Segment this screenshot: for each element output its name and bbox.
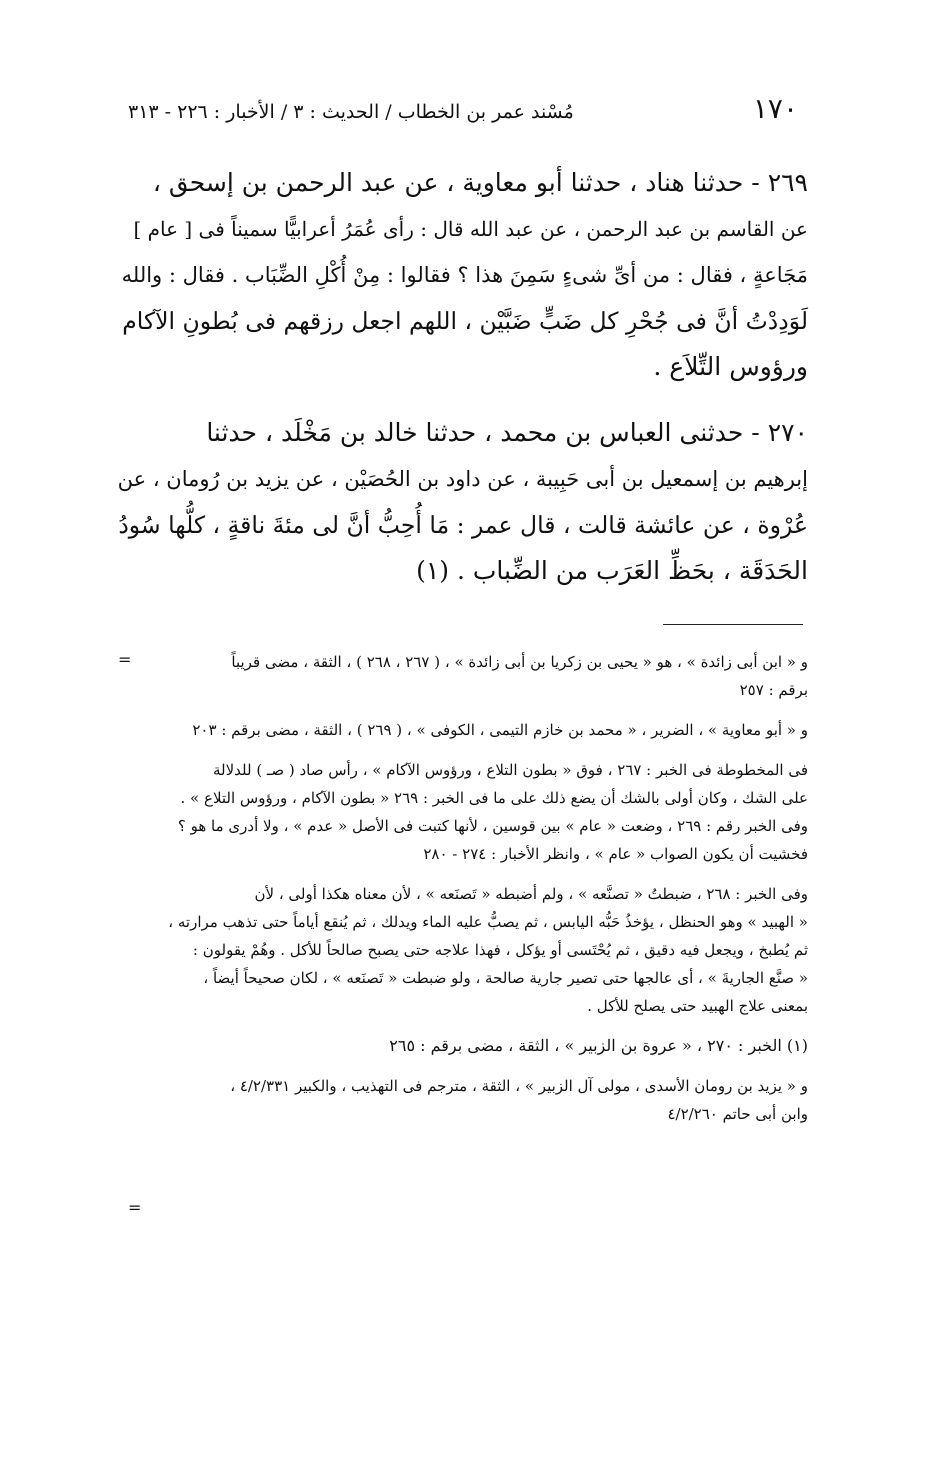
footnote-separator xyxy=(663,624,803,625)
hadith-line: عُرْوة ، عن عائشة قالت ، قال عمر : مَا أُحِبُّ أنَّ لى مئةَ ناقةٍ ، كلُّها سُودُ xyxy=(118,511,808,539)
end-marker: = xyxy=(128,1198,142,1217)
footnote-line: بمعنى علاج الهبيد حتى يصلح للأكل . xyxy=(587,997,808,1015)
hadith-270 xyxy=(118,410,808,594)
hadith-line: إبرهيم بن إسمعيل بن أبى حَبِيبة ، عن داود بن الحُصَيْن ، عن يزيد بن رُومان ، عن xyxy=(117,467,808,491)
footnote-line: « صنَّع الجاريةَ » ، أى عالجها حتى تصير جارية صالحة ، ولو ضبطت « تَصنَعه » ، لكان صحيحاً أيضاً ، xyxy=(203,969,808,987)
footnote-line: وابن أبى حاتم ٤/٢/٢٦٠ xyxy=(667,1105,808,1123)
hadith-line: لَوَدِدْتُ أنَّ فى جُحْرِ كل ضَبٍّ ضَبَّيْن ، اللهم اجعل رزقهم فى بُطونِ الآكام xyxy=(122,307,808,335)
hadith-line: ٢٦٩ - حدثنا هناد ، حدثنا أبو معاوية ، عن عبد الرحمن بن إسحق ، xyxy=(152,168,808,197)
footnote-line: على الشك ، وكان أولى بالشك أن يضع ذلك على ما فى الخبر : ٢٦٩ « بطون الآكام ، ورؤوس التلاع » . xyxy=(180,789,808,807)
main-text xyxy=(118,160,808,614)
footnote xyxy=(108,756,808,868)
continuation-marker: = xyxy=(118,650,132,669)
footnote-line: وفى الخبر رقم : ٢٦٩ ، وضعت « عام » بين قوسين ، لأنها كتبت فى الأصل « عدم » ، ولا أدرى ما هو ؟ xyxy=(177,817,808,835)
footnote-line: فخشيت أن يكون الصواب « عام » ، وانظر الأخبار : ٢٧٤ - ٢٨٠ xyxy=(423,845,808,863)
hadith-line: عن القاسم بن عبد الرحمن ، عن عبد الله قال : رأى عُمَرُ أعرابيًّا سميناً فى [ عام ] xyxy=(133,217,808,241)
footnote xyxy=(108,880,808,1020)
footnote-1 xyxy=(108,1032,808,1060)
footnote-line: ثم يُطبخ ، ويجعل فيه دقيق ، ثم يُحْتَسى أو يؤكل ، فهذا علاجه حتى يصبح صالحاً للأكل . وهُمْ يقولون : xyxy=(192,941,808,959)
footnote-line: برقم : ٢٥٧ xyxy=(739,681,808,699)
footnote-line: فى المخطوطة فى الخبر : ٢٦٧ ، فوق « بطون التلاع ، ورؤوس الآكام » ، رأس صاد ( صـ ) للدلالة xyxy=(212,761,808,779)
footnote xyxy=(108,716,808,744)
footnote xyxy=(108,648,808,704)
hadith-line: ٢٧٠ - حدثنى العباس بن محمد ، حدثنا خالد بن مَخْلَد ، حدثنا xyxy=(206,418,808,447)
footnote-line: (١) الخبر : ٢٧٠ ، « عروة بن الزبير » ، الثقة ، مضى برقم : ٢٦٥ xyxy=(389,1036,808,1055)
footnote-line: و « أبو معاوية » ، الضرير ، « محمد بن خازم التيمى ، الكوفى » ، ( ٢٦٩ ) ، الثقة ، مضى برقم : ٢٠٣ xyxy=(192,721,808,739)
hadith-269 xyxy=(118,160,808,390)
running-head xyxy=(128,92,798,125)
footnote-line: « الهبيد » وهو الحنظل ، يؤخذُ حَبُّه اليابس ، ثم يصبُّ عليه الماء ويدلك ، ثم يُنقع أياماً حتى تذهب مرارته ، xyxy=(168,913,808,931)
hadith-line: الحَدَقَة ، بحَظِّ العَرَب من الضِّباب . (١) xyxy=(416,556,808,585)
footnote xyxy=(108,1072,808,1128)
hadith-line: مَجَاعةٍ ، فقال : من أىِّ شىءٍ سَمِنَ هذا ؟ فقالوا : مِنْ أُكْلِ الضِّبَاب . فقال : والله xyxy=(121,263,808,287)
footnotes xyxy=(108,648,808,1140)
footnote-line: و « ابن أبى زائدة » ، هو « يحيى بن زكريا بن أبى زائدة » ، ( ٢٦٧ ، ٢٦٨ ) ، الثقة ، مضى قريباً xyxy=(231,653,808,671)
page-number: ١٧٠ xyxy=(752,92,798,125)
running-title: مُسْند عمر بن الخطاب / الحديث : ٣ / الأخبار : ٢٢٦ - ٣١٣ xyxy=(128,101,574,123)
footnote-line: و « يزيد بن رومان الأسدى ، مولى آل الزبير » ، الثقة ، مترجم فى التهذيب ، والكبير ٤/٢/٣٣١ ، xyxy=(230,1077,808,1095)
footnote-line: وفى الخبر : ٢٦٨ ، ضبطتُ « تصنَّعه » ، ولم أضبطه « تَصنَعه » ، لأن معناه هكذا أولى ، لأن xyxy=(254,885,808,903)
hadith-line: ورؤوس التِّلاَع . xyxy=(653,352,808,381)
